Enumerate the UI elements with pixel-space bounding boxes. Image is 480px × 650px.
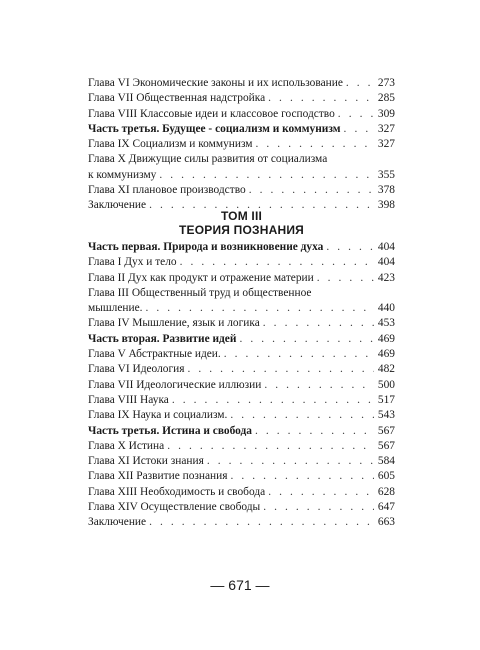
toc-entry-page: 605 (377, 470, 395, 483)
dot-leader (326, 240, 374, 255)
toc-list-c (88, 240, 395, 286)
dot-leader (159, 168, 374, 183)
toc-entry-page: 404 (377, 256, 395, 269)
toc-part-heading (88, 332, 395, 347)
toc-entry-title: Глава XI Истоки знания (88, 455, 204, 468)
toc-entry (88, 469, 395, 484)
toc-entry-title: Часть первая. Природа и возникновение духа (88, 241, 324, 253)
toc-list-d (88, 316, 395, 530)
toc-entry-title: Глава II Дух как продукт и отражение материи (88, 271, 314, 284)
toc-entry-title: Глава XI плановое производство (88, 184, 246, 197)
toc-entry (88, 515, 395, 530)
toc-entry (88, 316, 395, 331)
toc-entry-page: 469 (377, 332, 395, 345)
toc-entry-page: 628 (377, 485, 395, 498)
toc-entry-page: 453 (377, 317, 395, 330)
toc-entry-title: Глава VII Общественная надстройка (88, 92, 266, 105)
toc-entry-title: Часть третья. Истина и свобода (88, 424, 252, 437)
toc-entry-page: 285 (377, 92, 395, 105)
dot-leader (255, 424, 374, 439)
toc-entry-title: Глава V Абстрактные идеи. (88, 348, 221, 361)
toc-entry-title: Глава I Дух и тело (88, 256, 177, 269)
toc-entry-page: 440 (377, 302, 395, 315)
toc-entry (88, 76, 395, 91)
toc-entry-page: 482 (377, 363, 395, 376)
volume-number: ТОМ III (220, 209, 263, 223)
toc-entry-title: Глава XIII Необходимость и свобода (88, 485, 266, 498)
toc-entry-title: Глава XIV Осуществление свободы (88, 501, 261, 514)
toc-entry (88, 439, 395, 454)
dot-leader (180, 255, 374, 270)
dot-leader (224, 347, 374, 362)
toc-entry-title: Глава IV Мышление, язык и логика (88, 317, 260, 330)
toc-entry-title: Глава VIII Классовые идеи и классовое господство (88, 107, 335, 120)
toc-entry (88, 91, 395, 106)
toc-entry-page: 404 (377, 241, 395, 253)
toc-entry-page: 273 (377, 77, 395, 89)
toc-entry-page: 355 (377, 168, 395, 181)
toc-part-heading (88, 122, 395, 137)
toc-entry (88, 500, 395, 515)
dot-leader (268, 91, 374, 106)
toc-entry-page: 567 (377, 439, 395, 452)
toc-entry-title: Глава IX Социализм и коммунизм (88, 138, 253, 151)
toc-entry (88, 362, 395, 377)
toc-entry-title: Глава VI Идеология (88, 363, 185, 376)
toc-entry-page: 647 (377, 501, 395, 514)
toc-entry (88, 107, 395, 122)
toc-entry-page: 663 (377, 516, 395, 529)
dot-leader (249, 183, 374, 198)
toc-entry (88, 454, 395, 469)
toc-entry-title: Глава VII Идеологические иллюзии (88, 378, 262, 391)
dot-leader (263, 316, 374, 331)
toc-entry-page: 517 (377, 393, 395, 406)
dot-leader (172, 393, 374, 408)
dot-leader (149, 515, 374, 530)
dot-leader (256, 137, 374, 152)
toc-entry (88, 378, 395, 393)
toc-entry-page: 567 (377, 424, 395, 437)
dot-leader (230, 408, 374, 423)
dot-leader (167, 439, 374, 454)
toc-entry-page: 469 (377, 348, 395, 361)
toc-part-heading (88, 424, 395, 439)
dot-leader (346, 76, 374, 91)
dot-leader (187, 362, 374, 377)
toc-volume-2-continued (88, 76, 395, 214)
toc-entry-title: к коммунизму (88, 168, 157, 181)
dot-leader (230, 469, 374, 484)
toc-entry (88, 137, 395, 152)
toc-entry-title: Заключение (88, 516, 147, 529)
toc-entry-wrapped-line2 (88, 301, 395, 316)
toc-entry (88, 183, 395, 198)
toc-entry-page: 543 (377, 409, 395, 422)
toc-entry-title: Заключение (88, 199, 147, 212)
dot-leader (344, 122, 374, 137)
toc-entry-title: Глава III Общественный труд и общественное (88, 286, 312, 299)
toc-list-a (88, 76, 395, 152)
toc-entry-title: Глава X Истина (88, 439, 165, 452)
toc-entry-title: Часть вторая. Развитие идей (88, 332, 237, 345)
toc-entry (88, 393, 395, 408)
toc-entry-wrapped-line2 (88, 168, 395, 183)
toc-entry (88, 485, 395, 500)
toc-entry-page: 584 (377, 455, 395, 468)
dot-leader (268, 485, 374, 500)
toc-entry-title: Глава IX Наука и социализм. (88, 409, 228, 422)
toc-entry-page: 378 (377, 184, 395, 197)
toc-entry (88, 255, 395, 270)
toc-entry-page: 398 (377, 199, 395, 212)
volume-heading (88, 209, 395, 237)
toc-volume-3 (88, 240, 395, 531)
toc-entry (88, 408, 395, 423)
toc-part-heading (88, 240, 395, 255)
dot-leader (338, 107, 374, 122)
toc-entry-title: Глава X Движущие силы развития от социализма (88, 153, 328, 166)
dot-leader (264, 378, 374, 393)
toc-entry (88, 347, 395, 362)
dot-leader (145, 301, 374, 316)
toc-entry-page: 309 (377, 107, 395, 120)
toc-entry-title: Глава VIII Наука (88, 393, 169, 406)
toc-entry-page: 327 (377, 122, 395, 135)
dot-leader (317, 271, 374, 286)
toc-entry (88, 271, 395, 286)
toc-entry-wrapped-line1 (88, 286, 395, 301)
toc-entry-wrapped-line1 (88, 152, 395, 167)
toc-entry-title: Глава XII Развитие познания (88, 470, 228, 483)
dot-leader (207, 454, 374, 469)
volume-title: ТЕОРИЯ ПОЗНАНИЯ (179, 223, 304, 237)
dot-leader (263, 500, 374, 515)
toc-entry-page: 423 (377, 271, 395, 284)
dot-leader (239, 332, 374, 347)
toc-entry-title: мышление. (88, 302, 143, 315)
toc-entry-title: Часть третья. Будущее - социализм и коммунизм (88, 122, 341, 135)
toc-entry-title: Глава VI Экономические законы и их использование (88, 77, 343, 89)
toc-entry-page: 500 (377, 378, 395, 391)
toc-entry-page: 327 (377, 138, 395, 151)
page-number: — 671 — (210, 577, 270, 593)
